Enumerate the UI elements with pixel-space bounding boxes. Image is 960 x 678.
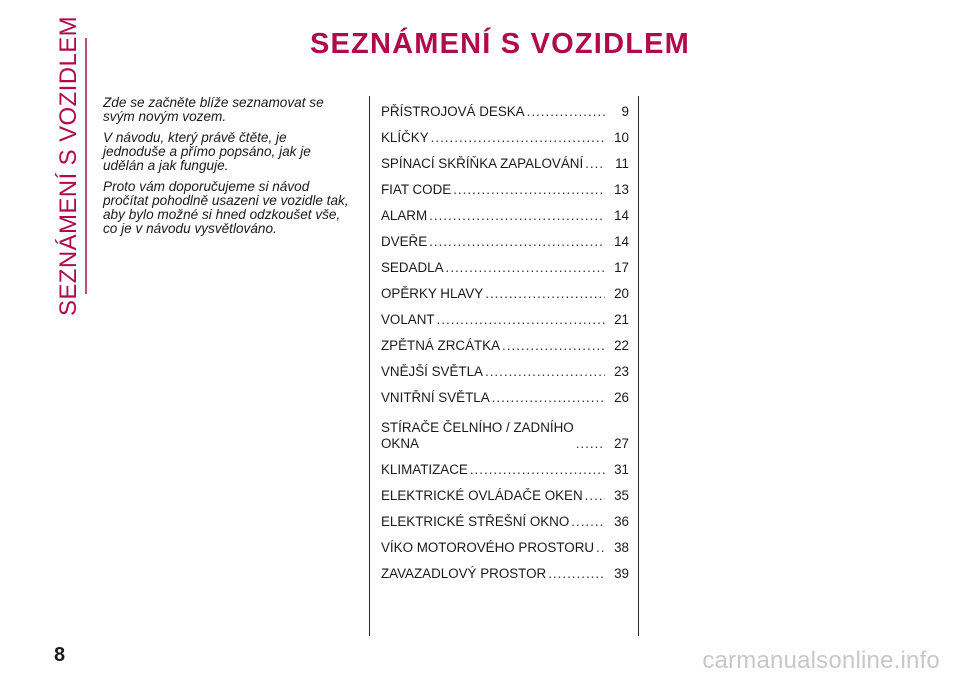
toc-entry-page: 39: [614, 566, 629, 581]
toc-leader-dots: [429, 208, 605, 224]
toc-leader-dots: [585, 488, 605, 504]
toc-entry-text: [381, 156, 605, 172]
toc-entry-label: STÍRAČE ČELNÍHO / ZADNÍHO OKNA: [381, 420, 574, 451]
toc-entry-label: KLIMATIZACE: [381, 462, 468, 477]
toc-entry-text: [381, 312, 605, 328]
toc-entry-label: SEDADLA: [381, 260, 444, 275]
toc-entry-label: KLÍČKY: [381, 130, 429, 145]
toc-entry-text: [381, 390, 605, 406]
toc-entry-page: 26: [614, 390, 629, 405]
toc-entry-page: 13: [614, 182, 629, 197]
toc-entry[interactable]: [381, 354, 629, 380]
toc-leader-dots: [437, 312, 605, 328]
intro-paragraph: V návodu, který právě čtěte, je jednoduše a přímo popsáno, jak je udělán a jak funguje.: [103, 130, 311, 173]
watermark: carmanualsonline.info: [702, 647, 940, 674]
toc-entry-page: 11: [615, 156, 629, 171]
toc-entry[interactable]: [381, 276, 629, 302]
toc-entry-label: DVEŘE: [381, 234, 428, 249]
toc-leader-dots: [431, 130, 605, 146]
toc-entry-text: [381, 488, 605, 504]
toc-entry-text: [381, 462, 605, 478]
toc-entry-page: 31: [614, 462, 629, 477]
toc-entry[interactable]: [381, 406, 629, 452]
toc-entry-text: [381, 338, 605, 354]
toc-leader-dots: [446, 260, 605, 276]
toc-leader-dots: [585, 156, 605, 172]
toc-entry-page: 22: [614, 338, 629, 353]
toc-entry-label: ELEKTRICKÉ STŘEŠNÍ OKNO: [381, 514, 570, 529]
toc-entry-page: 21: [614, 312, 629, 327]
toc-leader-dots: [429, 234, 605, 250]
toc-entry-page: 10: [614, 130, 629, 145]
toc-entry-text: [381, 130, 605, 146]
toc-leader-dots: [453, 182, 605, 198]
page-title: SEZNÁMENÍ S VOZIDLEM: [309, 28, 691, 60]
column-divider-left: [369, 96, 370, 636]
toc-leader-dots: [576, 436, 605, 452]
toc-entry-text: [381, 260, 605, 276]
toc-entry-text: [381, 286, 605, 302]
side-section-title-wrap: [52, 15, 86, 317]
toc-leader-dots: [571, 514, 605, 530]
toc-entry[interactable]: [381, 172, 629, 198]
toc-entry-text: [381, 364, 605, 380]
toc-entry-page: 27: [614, 436, 629, 451]
toc-leader-dots: [485, 286, 605, 302]
toc-entry-page: 38: [614, 540, 629, 555]
toc-entry[interactable]: [381, 328, 629, 354]
toc-entry[interactable]: [381, 224, 629, 250]
toc-entry-page: 17: [614, 260, 629, 275]
toc-leader-dots: [485, 364, 605, 380]
toc-leader-dots: [527, 104, 605, 120]
toc-entry-label: ZPĚTNÁ ZRCÁTKA: [381, 338, 501, 353]
toc-entry[interactable]: [381, 120, 629, 146]
toc-entry[interactable]: [381, 250, 629, 276]
toc-entry-label: FIAT CODE: [381, 182, 452, 197]
toc-entry[interactable]: [381, 452, 629, 478]
toc-entry-text: [381, 540, 605, 556]
toc-entry[interactable]: [381, 530, 629, 556]
side-section-rule: [85, 38, 87, 294]
toc-entry[interactable]: [381, 94, 629, 120]
column-divider-right: [638, 96, 639, 636]
toc-entry-page: 20: [614, 286, 629, 301]
toc-entry-page: 23: [614, 364, 629, 379]
toc-entry-label: VOLANT: [381, 312, 435, 327]
toc-entry-text: [381, 514, 605, 530]
toc-entry-label: ZAVAZADLOVÝ PROSTOR: [381, 566, 547, 581]
toc-entry[interactable]: [381, 504, 629, 530]
intro-text: [103, 96, 353, 243]
toc-leader-dots: [492, 390, 605, 406]
toc-entry-text: [381, 420, 605, 452]
table-of-contents: [381, 94, 629, 582]
toc-entry-text: [381, 234, 605, 250]
toc-entry-label: ELEKTRICKÉ OVLÁDAČE OKEN: [381, 488, 583, 503]
toc-leader-dots: [502, 338, 605, 354]
intro-paragraph: Proto vám doporučujeme si návod pročítat pohodlně usazeni ve vozidle tak, aby bylo možné si hned odzkoušet vše, co je v návodu vysvětlováno.: [103, 179, 349, 236]
page-number: 8: [54, 644, 66, 666]
toc-entry-label: OPĚRKY HLAVY: [381, 286, 484, 301]
toc-leader-dots: [548, 566, 605, 582]
toc-entry[interactable]: [381, 146, 629, 172]
toc-entry-label: VNITŘNÍ SVĚTLA: [381, 390, 490, 405]
toc-entry[interactable]: [381, 478, 629, 504]
toc-entry[interactable]: [381, 556, 629, 582]
toc-entry-label: VÍKO MOTOROVÉHO PROSTORU: [381, 540, 595, 555]
toc-leader-dots: [596, 540, 605, 556]
toc-entry-page: 35: [614, 488, 629, 503]
toc-entry-page: 36: [614, 514, 629, 529]
toc-entry[interactable]: [381, 380, 629, 406]
toc-entry-label: SPÍNACÍ SKŘÍŇKA ZAPALOVÁNÍ: [381, 156, 584, 171]
toc-entry-text: [381, 182, 605, 198]
toc-entry-label: ALARM: [381, 208, 428, 223]
toc-entry-text: [381, 104, 605, 120]
toc-leader-dots: [470, 462, 605, 478]
toc-entry-label: VNĚJŠÍ SVĚTLA: [381, 364, 483, 379]
toc-entry-page: 14: [614, 208, 629, 223]
side-section-title: SEZNÁMENÍ S VOZIDLEM: [55, 15, 82, 317]
toc-entry[interactable]: [381, 198, 629, 224]
toc-entry-label: PŘÍSTROJOVÁ DESKA: [381, 104, 525, 119]
toc-entry[interactable]: [381, 302, 629, 328]
toc-entry-text: [381, 566, 605, 582]
toc-entry-page: 9: [621, 104, 629, 119]
toc-entry-page: 14: [614, 234, 629, 249]
toc-entry-text: [381, 208, 605, 224]
intro-paragraph: Zde se začněte blíže seznamovat se svým novým vozem.: [103, 95, 324, 124]
